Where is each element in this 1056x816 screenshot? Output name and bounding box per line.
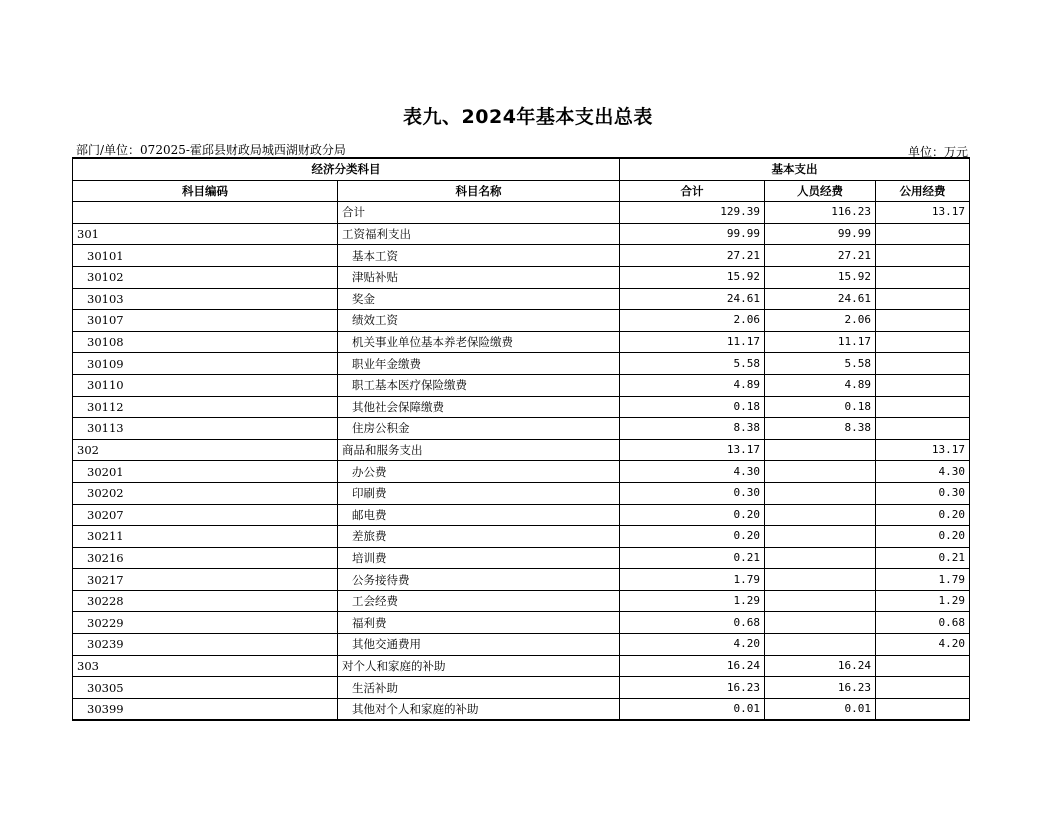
cell-total: 0.18 — [620, 396, 765, 418]
cell-public — [876, 310, 970, 332]
cell-total: 4.89 — [620, 374, 765, 396]
cell-public — [876, 396, 970, 418]
cell-code: 30108 — [73, 331, 338, 353]
cell-total: 15.92 — [620, 266, 765, 288]
cell-name: 邮电费 — [338, 504, 620, 526]
cell-code: 30113 — [73, 418, 338, 440]
cell-name: 公务接待费 — [338, 569, 620, 591]
cell-public: 4.20 — [876, 634, 970, 656]
table-body — [73, 202, 970, 721]
cell-public: 1.29 — [876, 590, 970, 612]
header-name: 科目名称 — [338, 180, 620, 202]
cell-name: 印刷费 — [338, 482, 620, 504]
cell-code: 30201 — [73, 461, 338, 483]
cell-code — [73, 202, 338, 224]
table-row — [73, 396, 970, 418]
cell-total: 0.21 — [620, 547, 765, 569]
cell-code: 30202 — [73, 482, 338, 504]
cell-name: 职业年金缴费 — [338, 353, 620, 375]
cell-personnel: 0.01 — [765, 698, 876, 720]
cell-public — [876, 288, 970, 310]
cell-code: 30107 — [73, 310, 338, 332]
cell-total: 4.30 — [620, 461, 765, 483]
cell-public: 13.17 — [876, 202, 970, 224]
cell-personnel: 5.58 — [765, 353, 876, 375]
header-column-row — [73, 180, 970, 202]
cell-name: 基本工资 — [338, 245, 620, 267]
cell-code: 30102 — [73, 266, 338, 288]
cell-personnel — [765, 461, 876, 483]
cell-code: 30103 — [73, 288, 338, 310]
cell-personnel — [765, 547, 876, 569]
table-row — [73, 526, 970, 548]
cell-total: 1.29 — [620, 590, 765, 612]
cell-total: 2.06 — [620, 310, 765, 332]
table-row — [73, 590, 970, 612]
cell-personnel — [765, 612, 876, 634]
table-row — [73, 202, 970, 224]
cell-personnel — [765, 482, 876, 504]
cell-personnel: 116.23 — [765, 202, 876, 224]
cell-personnel: 11.17 — [765, 331, 876, 353]
cell-personnel — [765, 634, 876, 656]
cell-name: 合计 — [338, 202, 620, 224]
cell-name: 商品和服务支出 — [338, 439, 620, 461]
cell-public: 0.30 — [876, 482, 970, 504]
cell-personnel: 4.89 — [765, 374, 876, 396]
table-row — [73, 547, 970, 569]
table-row — [73, 569, 970, 591]
cell-name: 绩效工资 — [338, 310, 620, 332]
cell-total: 129.39 — [620, 202, 765, 224]
header-basic-expenditure: 基本支出 — [620, 158, 970, 180]
header-public: 公用经费 — [876, 180, 970, 202]
cell-personnel — [765, 439, 876, 461]
cell-total: 16.23 — [620, 677, 765, 699]
cell-code: 30239 — [73, 634, 338, 656]
table-row — [73, 288, 970, 310]
cell-name: 机关事业单位基本养老保险缴费 — [338, 331, 620, 353]
cell-name: 工资福利支出 — [338, 223, 620, 245]
header-total: 合计 — [620, 180, 765, 202]
cell-code: 30211 — [73, 526, 338, 548]
cell-code: 30217 — [73, 569, 338, 591]
cell-public — [876, 353, 970, 375]
cell-total: 5.58 — [620, 353, 765, 375]
cell-code: 30228 — [73, 590, 338, 612]
cell-name: 职工基本医疗保险缴费 — [338, 374, 620, 396]
table-row — [73, 482, 970, 504]
cell-public: 0.20 — [876, 526, 970, 548]
cell-personnel: 8.38 — [765, 418, 876, 440]
cell-name: 对个人和家庭的补助 — [338, 655, 620, 677]
cell-total: 27.21 — [620, 245, 765, 267]
cell-code: 30112 — [73, 396, 338, 418]
table-row — [73, 223, 970, 245]
header-economic-category: 经济分类科目 — [73, 158, 620, 180]
cell-public — [876, 655, 970, 677]
cell-public — [876, 374, 970, 396]
cell-personnel: 16.24 — [765, 655, 876, 677]
cell-personnel: 27.21 — [765, 245, 876, 267]
cell-code: 30229 — [73, 612, 338, 634]
cell-code: 303 — [73, 655, 338, 677]
cell-code: 30305 — [73, 677, 338, 699]
table-row — [73, 655, 970, 677]
cell-personnel: 0.18 — [765, 396, 876, 418]
table-row — [73, 245, 970, 267]
cell-public — [876, 331, 970, 353]
cell-name: 生活补助 — [338, 677, 620, 699]
cell-total: 4.20 — [620, 634, 765, 656]
cell-name: 其他社会保障缴费 — [338, 396, 620, 418]
cell-name: 办公费 — [338, 461, 620, 483]
cell-code: 30110 — [73, 374, 338, 396]
cell-total: 11.17 — [620, 331, 765, 353]
header-code: 科目编码 — [73, 180, 338, 202]
cell-total: 0.68 — [620, 612, 765, 634]
cell-public — [876, 418, 970, 440]
cell-name: 差旅费 — [338, 526, 620, 548]
cell-public — [876, 698, 970, 720]
department-label: 部门/单位：072025-霍邱县财政局城西湖财政分局 — [76, 143, 346, 157]
table-row — [73, 677, 970, 699]
cell-personnel: 15.92 — [765, 266, 876, 288]
cell-public: 0.68 — [876, 612, 970, 634]
cell-public — [876, 223, 970, 245]
cell-total: 24.61 — [620, 288, 765, 310]
cell-public — [876, 266, 970, 288]
cell-code: 30207 — [73, 504, 338, 526]
header-personnel: 人员经费 — [765, 180, 876, 202]
cell-total: 8.38 — [620, 418, 765, 440]
cell-name: 津贴补贴 — [338, 266, 620, 288]
table-row — [73, 310, 970, 332]
cell-public: 4.30 — [876, 461, 970, 483]
cell-total: 0.20 — [620, 504, 765, 526]
cell-personnel — [765, 569, 876, 591]
cell-personnel: 99.99 — [765, 223, 876, 245]
table-row — [73, 439, 970, 461]
cell-total: 1.79 — [620, 569, 765, 591]
cell-public: 0.21 — [876, 547, 970, 569]
unit-label: 单位：万元 — [907, 145, 968, 159]
cell-code: 30101 — [73, 245, 338, 267]
cell-personnel: 16.23 — [765, 677, 876, 699]
cell-public: 0.20 — [876, 504, 970, 526]
cell-public: 1.79 — [876, 569, 970, 591]
cell-public: 13.17 — [876, 439, 970, 461]
cell-public — [876, 245, 970, 267]
cell-total: 16.24 — [620, 655, 765, 677]
cell-name: 其他对个人和家庭的补助 — [338, 698, 620, 720]
cell-total: 13.17 — [620, 439, 765, 461]
cell-name: 工会经费 — [338, 590, 620, 612]
cell-personnel: 2.06 — [765, 310, 876, 332]
page-title: 表九、2024年基本支出总表 — [403, 106, 653, 128]
table-row — [73, 418, 970, 440]
cell-total: 0.01 — [620, 698, 765, 720]
cell-total: 99.99 — [620, 223, 765, 245]
table-row — [73, 698, 970, 720]
cell-code: 302 — [73, 439, 338, 461]
table-row — [73, 353, 970, 375]
cell-name: 其他交通费用 — [338, 634, 620, 656]
table-row — [73, 331, 970, 353]
cell-public — [876, 677, 970, 699]
cell-code: 30216 — [73, 547, 338, 569]
cell-name: 福利费 — [338, 612, 620, 634]
cell-personnel — [765, 504, 876, 526]
cell-name: 奖金 — [338, 288, 620, 310]
table-row — [73, 374, 970, 396]
cell-code: 301 — [73, 223, 338, 245]
cell-total: 0.20 — [620, 526, 765, 548]
table-row — [73, 634, 970, 656]
cell-personnel — [765, 526, 876, 548]
header-group-row — [73, 158, 970, 180]
cell-code: 30109 — [73, 353, 338, 375]
expenditure-table — [72, 157, 970, 721]
cell-code: 30399 — [73, 698, 338, 720]
table-row — [73, 504, 970, 526]
cell-personnel — [765, 590, 876, 612]
table-row — [73, 266, 970, 288]
cell-personnel: 24.61 — [765, 288, 876, 310]
cell-name: 住房公积金 — [338, 418, 620, 440]
cell-total: 0.30 — [620, 482, 765, 504]
table-row — [73, 461, 970, 483]
table-row — [73, 612, 970, 634]
cell-name: 培训费 — [338, 547, 620, 569]
